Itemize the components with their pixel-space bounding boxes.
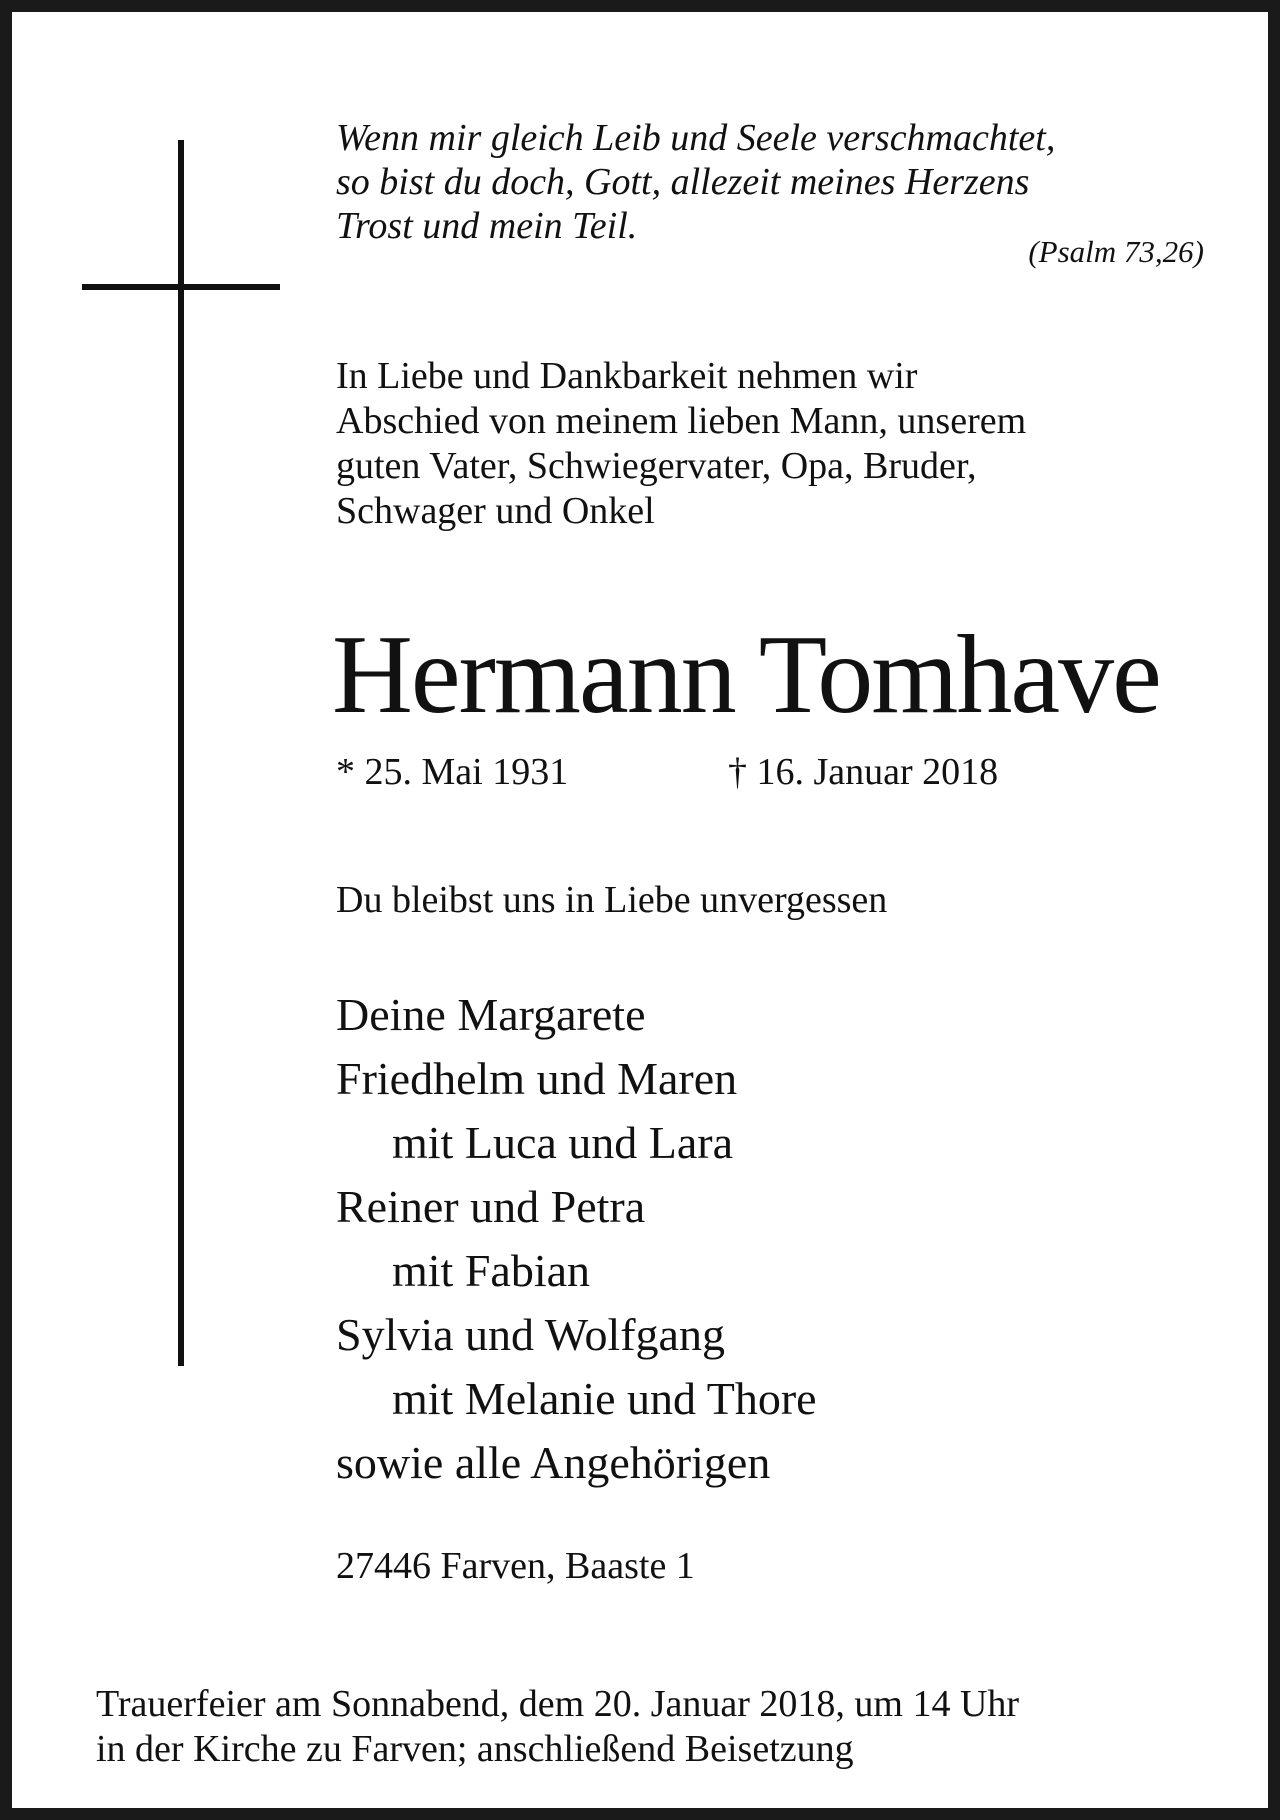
psalm-line: Trost und mein Teil. <box>336 205 638 247</box>
psalm-reference: (Psalm 73,26) <box>1028 234 1204 269</box>
family-member: Reiner und Petra <box>336 1181 646 1232</box>
service-line: in der Kirche zu Farven; anschließend Beisetzung <box>96 1728 854 1770</box>
funeral-service-notice <box>96 1682 1216 1772</box>
family-address: 27446 Farven, Baaste 1 <box>336 1545 695 1587</box>
family-member: Friedhelm und Maren <box>336 1053 738 1104</box>
intro-line: In Liebe und Dankbarkeit nehmen wir <box>336 355 918 397</box>
psalm-line: Wenn mir gleich Leib und Seele verschmachtet, <box>336 117 1056 159</box>
intro-line: Schwager und Onkel <box>336 490 655 532</box>
cross-horizontal-bar <box>82 284 280 290</box>
intro-line: guten Vater, Schwiegervater, Opa, Bruder, <box>336 445 977 487</box>
family-list <box>336 983 817 1495</box>
deceased-name: Hermann Tomhave <box>332 613 1160 737</box>
family-member: mit Fabian <box>392 1245 591 1296</box>
family-member: mit Luca und Lara <box>392 1117 734 1168</box>
psalm-quote <box>336 116 1206 248</box>
service-line: Trauerfeier am Sonnabend, dem 20. Januar 2018, um 14 Uhr <box>96 1683 1020 1725</box>
cross-vertical-bar <box>178 140 184 1366</box>
memorial-motto: Du bleibst uns in Liebe unvergessen <box>336 879 888 921</box>
psalm-line: so bist du doch, Gott, allezeit meines Herzens <box>336 161 1030 203</box>
death-date: † 16. Januar 2018 <box>728 751 999 793</box>
family-member: Deine Margarete <box>336 989 646 1040</box>
family-member: mit Melanie und Thore <box>392 1373 817 1424</box>
intro-text <box>336 354 1206 534</box>
intro-line: Abschied von meinem lieben Mann, unserem <box>336 400 1027 442</box>
birth-date: * 25. Mai 1931 <box>336 751 569 793</box>
family-member: sowie alle Angehörigen <box>336 1437 771 1488</box>
family-member: Sylvia und Wolfgang <box>336 1309 725 1360</box>
